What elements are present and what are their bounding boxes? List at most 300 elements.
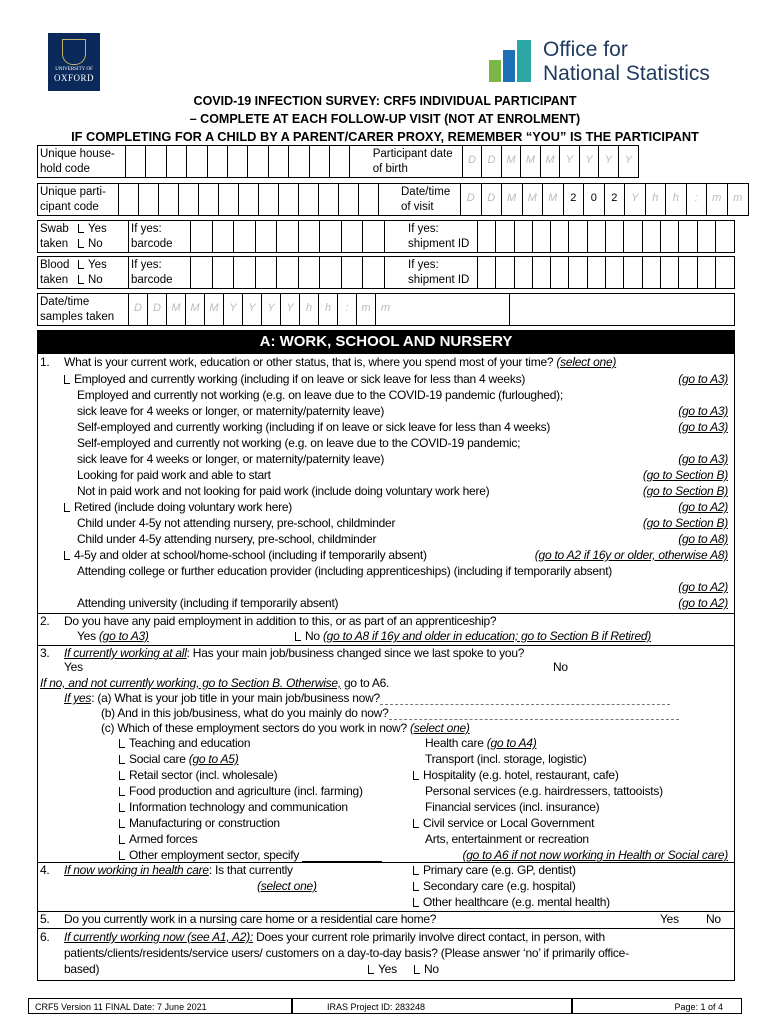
participant-code-cell[interactable] — [279, 184, 299, 215]
q3a-text: : (a) What is your job title in your main job/business now? — [91, 691, 380, 705]
option-label: Hospitality (e.g. hotel, restaurant, cafe) — [423, 768, 619, 782]
date-cell[interactable]: M — [186, 294, 205, 325]
q1-option-2[interactable]: Employed and currently not working (e.g. on leave due to the COVID-19 pandemic (furloughed); — [77, 388, 563, 402]
code-cell[interactable] — [385, 257, 407, 288]
participant-code-cell[interactable] — [179, 184, 199, 215]
visit-label: Date/time of visit — [399, 184, 461, 215]
option-label: Employed and currently working (including if on leave or sick leave for less than 4 weeks) — [74, 372, 526, 386]
goto-note: (go to A3) — [678, 404, 728, 418]
date-cell[interactable]: M — [205, 294, 224, 325]
goto-note: (go to A3) — [678, 372, 728, 386]
blood-yes-checkbox[interactable] — [78, 259, 107, 271]
q5-no-option[interactable]: No — [706, 912, 721, 926]
blood-cell — [38, 257, 129, 288]
date-cell[interactable]: D — [129, 294, 148, 325]
blank-cell — [510, 294, 734, 325]
q1-option-4-cont — [77, 452, 728, 466]
date-cell[interactable]: M — [502, 184, 523, 215]
participant-code-cell[interactable] — [259, 184, 279, 215]
specify-input[interactable] — [302, 849, 382, 862]
option-label: Other healthcare (e.g. mental health) — [423, 895, 610, 909]
q2-no-option[interactable] — [295, 629, 651, 643]
yes-label: Yes — [77, 629, 96, 643]
checkbox-icon[interactable] — [64, 503, 70, 512]
participant-code-cell[interactable] — [359, 184, 379, 215]
code-cell[interactable] — [496, 257, 514, 288]
code-cell[interactable] — [213, 221, 235, 252]
date-cell[interactable]: D — [463, 146, 483, 177]
checkbox-icon[interactable] — [295, 632, 301, 641]
code-cell[interactable] — [515, 221, 533, 252]
option-label: Teaching and education — [129, 736, 251, 750]
household-code-cell[interactable] — [248, 146, 268, 177]
code-cell[interactable] — [643, 221, 661, 252]
date-cell[interactable]: h — [300, 294, 319, 325]
participant-row — [37, 183, 749, 216]
dob-label: Participant date of birth — [371, 146, 463, 177]
sector-option[interactable] — [119, 800, 348, 814]
participant-code-cell[interactable] — [199, 184, 219, 215]
sector-option[interactable] — [119, 848, 382, 862]
date-cell[interactable]: m — [733, 192, 743, 204]
healthcare-option[interactable] — [413, 863, 576, 877]
no-label: No — [424, 962, 439, 976]
option-label: Information technology and communication — [129, 800, 348, 814]
q1-question — [64, 355, 616, 369]
date-cell[interactable]: Y — [262, 294, 281, 325]
footer-version: CRF5 Version 11 FINAL Date: 7 June 2021 — [28, 998, 292, 1014]
code-cell[interactable] — [385, 221, 407, 252]
code-cell[interactable] — [299, 221, 321, 252]
blood-shipment-input[interactable] — [478, 257, 734, 288]
condition: If currently working at all — [64, 646, 187, 660]
ons-mark-icon — [487, 40, 535, 84]
participant-code-cell[interactable] — [219, 184, 239, 215]
code-cell[interactable] — [277, 221, 299, 252]
date-cell[interactable]: Y — [281, 294, 300, 325]
code-cell[interactable] — [320, 221, 342, 252]
sector-option[interactable] — [119, 784, 363, 798]
no-label: No — [305, 629, 320, 643]
code-cell[interactable] — [496, 221, 514, 252]
code-cell[interactable] — [256, 221, 278, 252]
condition: If yes — [64, 691, 92, 705]
option-label: Armed forces — [129, 832, 198, 846]
household-code-cell[interactable] — [146, 146, 166, 177]
code-cell[interactable] — [569, 257, 587, 288]
household-code-cell[interactable] — [208, 146, 228, 177]
q4-number: 4. — [40, 863, 50, 877]
select-note: (select one) — [409, 721, 470, 735]
goto-note: (go to A5) — [188, 752, 239, 766]
date-cell[interactable]: Y — [625, 184, 646, 215]
date-cell[interactable]: Y — [560, 146, 580, 177]
q1-option-9[interactable] — [77, 532, 728, 546]
q6-text: based) — [64, 962, 100, 976]
date-cell[interactable]: Y — [224, 294, 243, 325]
option-label: Retail sector (incl. wholesale) — [129, 768, 278, 782]
code-cell[interactable] — [342, 257, 364, 288]
date-cell[interactable]: M — [167, 294, 186, 325]
condition: If currently working now (see A1, A2): — [64, 930, 254, 944]
date-cell[interactable]: M — [541, 146, 561, 177]
goto-note: (go to A8) — [678, 532, 728, 546]
code-cell[interactable] — [277, 257, 299, 288]
code-cell[interactable] — [643, 257, 661, 288]
q6-question — [64, 930, 605, 944]
option-label: Personal services (e.g. hairdressers, tattooists) — [425, 784, 663, 798]
date-cell[interactable]: M — [521, 146, 541, 177]
household-code-cell[interactable] — [167, 146, 187, 177]
q1-option-12[interactable] — [77, 596, 728, 610]
q1-option-7[interactable] — [64, 500, 728, 514]
job-title-input[interactable] — [380, 692, 670, 705]
job-duties-input[interactable] — [389, 707, 679, 720]
condition: If now working in health care — [64, 863, 209, 877]
blank-cell — [395, 294, 510, 325]
q1-option-2-cont — [77, 404, 728, 418]
date-cell[interactable]: Y — [599, 146, 619, 177]
checkbox-icon[interactable] — [414, 965, 420, 974]
option-label: Primary care (e.g. GP, dentist) — [423, 863, 576, 877]
participant-code-cell[interactable] — [139, 184, 159, 215]
option-label: Food production and agriculture (incl. farming) — [129, 784, 363, 798]
q4-question — [64, 863, 293, 877]
date-cell[interactable]: 2 — [605, 184, 626, 215]
q3a — [64, 691, 670, 705]
logo-text: National Statistics — [543, 62, 710, 85]
goto-note: (go to A3) — [678, 420, 728, 434]
oxford-logo — [48, 33, 100, 91]
code-cell[interactable] — [234, 221, 256, 252]
q5-text: Do you currently work in a nursing care home or a residential care home? — [64, 912, 437, 926]
participant-code-cell[interactable] — [159, 184, 179, 215]
goto-note: (go to A2 if 16y or older, otherwise A8) — [534, 548, 728, 562]
participant-code-cell[interactable] — [239, 184, 259, 215]
code-cell[interactable] — [213, 257, 235, 288]
checkbox-icon[interactable] — [119, 851, 125, 860]
barcode-label: If yes: barcode — [129, 257, 191, 288]
q6-number: 6. — [40, 930, 50, 944]
no-label: No — [88, 274, 103, 286]
no-label: No — [88, 238, 103, 250]
code-cell[interactable] — [679, 221, 697, 252]
goto-note: (go to A2) — [678, 500, 728, 514]
code-cell[interactable] — [478, 221, 496, 252]
option-label: Secondary care (e.g. hospital) — [423, 879, 576, 893]
date-cell[interactable]: M — [502, 146, 522, 177]
healthcare-option[interactable] — [413, 895, 610, 909]
code-cell[interactable] — [698, 221, 716, 252]
option-label: Other employment sector, specify — [129, 848, 300, 862]
code-cell[interactable] — [661, 221, 679, 252]
sector-option[interactable] — [425, 800, 599, 814]
date-cell[interactable]: D — [482, 184, 503, 215]
checkbox-icon[interactable] — [119, 739, 125, 748]
healthcare-option[interactable] — [413, 879, 576, 893]
checkbox-icon[interactable] — [413, 819, 419, 828]
option-label: Transport (incl. storage, logistic) — [425, 752, 587, 766]
participant-code-cell[interactable] — [319, 184, 339, 215]
option-label: Not in paid work and not looking for paid work (include doing voluntary work here) — [77, 484, 490, 498]
logo-text: OXFORD — [53, 73, 94, 83]
sector-option[interactable] — [425, 736, 536, 750]
q3b-text: (b) And in this job/business, what do you mainly do now? — [101, 706, 389, 720]
household-code-cell[interactable] — [228, 146, 248, 177]
date-cell[interactable]: h — [319, 294, 338, 325]
q5-yes-option[interactable]: Yes — [660, 912, 679, 926]
divider — [37, 928, 735, 929]
date-cell[interactable]: h — [646, 184, 667, 215]
sector-option[interactable] — [425, 752, 587, 766]
yes-label: Yes — [88, 223, 107, 235]
q1-option-10[interactable] — [64, 548, 728, 562]
section-a-header: A: WORK, SCHOOL AND NURSERY — [37, 330, 735, 353]
code-cell[interactable] — [661, 257, 679, 288]
checkbox-icon[interactable] — [413, 866, 419, 875]
swab-yes-checkbox[interactable] — [78, 223, 107, 235]
code-cell[interactable] — [363, 221, 385, 252]
proxy-instruction: IF COMPLETING FOR A CHILD BY A PARENT/CARER PROXY, REMEMBER “YOU” IS THE PARTICIPANT — [71, 129, 699, 144]
option-label: Social care — [129, 752, 186, 766]
code-cell[interactable] — [716, 221, 734, 252]
q5-number: 5. — [40, 912, 50, 926]
q3c — [101, 721, 470, 735]
household-label: Unique house-hold code — [38, 146, 126, 177]
blood-row — [37, 256, 735, 289]
code-cell[interactable] — [342, 221, 364, 252]
household-code-cell[interactable] — [330, 146, 350, 177]
date-cell[interactable]: M — [543, 184, 564, 215]
code-cell[interactable] — [363, 257, 385, 288]
form-subtitle: – COMPLETE AT EACH FOLLOW-UP VISIT (NOT AT ENROLMENT) — [189, 112, 581, 126]
blood-label: Blood taken — [40, 259, 70, 286]
goto-note: (go to A3) — [678, 452, 728, 466]
participant-code-cell[interactable] — [119, 184, 139, 215]
option-label: Retired (include doing voluntary work here) — [74, 500, 293, 514]
sector-option[interactable] — [425, 832, 589, 846]
date-cell[interactable]: Y — [624, 154, 633, 166]
household-row — [37, 145, 639, 178]
q3c-text: (c) Which of these employment sectors do you work in now? — [101, 721, 407, 735]
instruction-end: go to A6. — [340, 676, 390, 690]
option-label: Arts, entertainment or recreation — [425, 832, 589, 846]
option-label: 4-5y and older at school/home-school (including if temporarily absent) — [74, 548, 427, 562]
swab-barcode-input[interactable] — [191, 221, 406, 252]
sector-option[interactable] — [119, 816, 280, 830]
goto-note: (go to A4) — [486, 736, 537, 750]
date-cell[interactable]: M — [523, 184, 544, 215]
q1-option-4[interactable]: Self-employed and currently not working (e.g. on leave due to the COVID-19 pandemic; — [77, 436, 521, 450]
code-cell[interactable] — [551, 221, 569, 252]
blood-barcode-input[interactable] — [191, 257, 406, 288]
swab-row — [37, 220, 735, 253]
code-cell[interactable] — [606, 221, 624, 252]
household-code-cell[interactable] — [289, 146, 309, 177]
code-cell[interactable] — [533, 257, 551, 288]
household-code-cell[interactable] — [187, 146, 207, 177]
household-code-cell[interactable] — [269, 146, 289, 177]
checkbox-icon[interactable] — [119, 835, 125, 844]
date-cell[interactable]: m — [357, 294, 376, 325]
checkbox-icon[interactable] — [119, 803, 125, 812]
option-label: Civil service or Local Government — [423, 816, 595, 830]
q4-text: : Is that currently — [208, 863, 293, 877]
checkbox-icon[interactable] — [64, 551, 70, 560]
shipment-label: If yes: shipment ID — [406, 257, 478, 288]
participant-code-cell[interactable] — [339, 184, 359, 215]
option-label: Self-employed and currently working (including if on leave or sick leave for less than 4 weeks) — [77, 420, 551, 434]
code-cell[interactable] — [698, 257, 716, 288]
barcode-label: If yes: barcode — [129, 221, 191, 252]
goto-note: (go to A2) — [678, 596, 728, 610]
option-label: sick leave for 4 weeks or longer, or maternity/paternity leave) — [77, 404, 385, 418]
q3-no-option[interactable]: No — [553, 660, 568, 674]
date-cell[interactable]: D — [148, 294, 167, 325]
q3-instruction — [40, 676, 389, 690]
date-cell[interactable]: h — [666, 184, 687, 215]
checkbox-icon[interactable] — [119, 771, 125, 780]
goto-note: (go to Section B) — [642, 484, 728, 498]
sector-option[interactable] — [119, 768, 277, 782]
household-code-cell[interactable] — [126, 146, 146, 177]
sector-option[interactable] — [413, 768, 619, 782]
oxford-crest-icon — [62, 39, 86, 65]
q3-yes-option[interactable]: Yes — [64, 660, 83, 674]
samples-row — [37, 293, 735, 326]
q1-option-11[interactable]: Attending college or further education provider (including apprenticeships) (including if temporarily absent) — [77, 564, 613, 578]
q3b — [101, 706, 679, 720]
goto-note: (go to A3) — [98, 629, 149, 643]
goto-note: (go to A2) — [678, 580, 728, 594]
code-cell[interactable] — [191, 257, 213, 288]
code-cell[interactable] — [606, 257, 624, 288]
option-label: Manufacturing or construction — [129, 816, 280, 830]
yes-label: Yes — [378, 962, 397, 976]
yes-label: Yes — [88, 259, 107, 271]
option-label: Looking for paid work and able to start — [77, 468, 271, 482]
code-cell[interactable] — [624, 221, 642, 252]
q6-text: Does your current role primarily involve direct contact, in person, with — [253, 930, 605, 944]
participant-code-cell[interactable] — [379, 184, 399, 215]
option-label: Child under 4-5y attending nursery, pre-school, childminder — [77, 532, 377, 546]
swab-no-checkbox[interactable] — [78, 238, 103, 250]
option-label: Health care — [425, 736, 484, 750]
checkbox-icon[interactable] — [64, 375, 70, 384]
q2-text: Do you have any paid employment in addition to this, or as part of an apprenticeship? — [64, 614, 497, 628]
date-cell[interactable]: : — [687, 184, 708, 215]
goto-note: (go to A8 if 16y and older in education; go to Section B if Retired) — [322, 629, 652, 643]
goto-note: (go to Section B) — [642, 468, 728, 482]
sector-option[interactable] — [119, 752, 238, 766]
sector-option[interactable] — [119, 832, 197, 846]
checkbox-icon[interactable] — [413, 898, 419, 907]
ons-logo — [487, 38, 763, 86]
sector-option[interactable] — [413, 816, 594, 830]
code-cell[interactable] — [533, 221, 551, 252]
q6-text: patients/clients/residents/service users/ customers on a day-to-day basis? (Please answer ‘no’ if primarily office- — [64, 946, 629, 960]
q1-option-3[interactable] — [77, 420, 728, 434]
code-cell[interactable] — [478, 257, 496, 288]
checkbox-icon[interactable] — [119, 819, 125, 828]
goto-note: (go to A6 if not now working in Health or Social care) — [462, 848, 728, 862]
checkbox-icon[interactable] — [368, 965, 374, 974]
checkbox-icon[interactable] — [119, 755, 125, 764]
participant-code-cell[interactable] — [299, 184, 319, 215]
code-cell[interactable] — [569, 221, 587, 252]
sector-option[interactable] — [425, 784, 663, 798]
code-cell[interactable] — [234, 257, 256, 288]
code-cell[interactable] — [624, 257, 642, 288]
date-cell[interactable]: m — [380, 302, 391, 314]
q3-question — [64, 646, 524, 660]
household-code-cell[interactable] — [310, 146, 330, 177]
participant-label: Unique parti-cipant code — [38, 184, 119, 215]
date-cell[interactable]: 2 — [564, 184, 585, 215]
checkbox-icon[interactable] — [413, 882, 419, 891]
q2-number: 2. — [40, 614, 50, 628]
q2-yes-option[interactable] — [77, 629, 149, 643]
code-cell[interactable] — [515, 257, 533, 288]
blood-no-checkbox[interactable] — [78, 274, 103, 286]
select-note: (select one) — [257, 879, 317, 893]
checkbox-icon[interactable] — [119, 787, 125, 796]
checkbox-icon[interactable] — [413, 771, 419, 780]
q6-yes-option[interactable] — [368, 962, 397, 976]
date-cell[interactable]: D — [482, 146, 502, 177]
code-cell[interactable] — [299, 257, 321, 288]
footer-page: Page: 1 of 4 — [572, 998, 742, 1014]
instruction: If no, and not currently working, go to Section B. Otherwise, — [40, 676, 341, 690]
form-title: COVID-19 INFECTION SURVEY: CRF5 INDIVIDUAL PARTICIPANT — [193, 94, 577, 108]
footer-iras: IRAS Project ID: 283248 — [292, 998, 572, 1014]
swab-label: Swab taken — [40, 223, 69, 250]
swab-cell — [38, 221, 129, 252]
q3-number: 3. — [40, 646, 50, 660]
q1-option-6[interactable] — [77, 484, 728, 498]
code-cell[interactable] — [551, 257, 569, 288]
q1-text: What is your current work, education or other status, that is, where you spend most of your time? — [64, 355, 554, 369]
q1-option-8[interactable] — [77, 516, 728, 530]
q1-option-1[interactable] — [64, 372, 728, 386]
sector-option[interactable] — [119, 736, 250, 750]
option-label: Attending university (including if temporarily absent) — [77, 596, 339, 610]
logo-text: UNIVERSITY OF — [55, 67, 93, 72]
q1-option-5[interactable] — [77, 468, 728, 482]
household-code-cell[interactable] — [350, 146, 370, 177]
date-cell[interactable]: : — [338, 294, 357, 325]
code-cell[interactable] — [320, 257, 342, 288]
date-cell[interactable]: Y — [243, 294, 262, 325]
date-cell[interactable]: Y — [580, 146, 600, 177]
date-cell[interactable]: m — [707, 184, 728, 215]
goto-note: (go to Section B) — [642, 516, 728, 530]
date-cell[interactable]: D — [461, 184, 482, 215]
code-cell[interactable] — [256, 257, 278, 288]
samples-label: Date/time samples taken — [38, 294, 129, 325]
q6-no-option[interactable] — [414, 962, 439, 976]
q1-number: 1. — [40, 355, 50, 369]
logo-text: Office for — [543, 38, 628, 61]
code-cell[interactable] — [191, 221, 213, 252]
code-cell[interactable] — [588, 221, 606, 252]
swab-shipment-input[interactable] — [478, 221, 734, 252]
code-cell[interactable] — [588, 257, 606, 288]
code-cell[interactable] — [716, 257, 734, 288]
date-cell[interactable]: 0 — [584, 184, 605, 215]
code-cell[interactable] — [679, 257, 697, 288]
option-label: Child under 4-5y not attending nursery, pre-school, childminder — [77, 516, 396, 530]
